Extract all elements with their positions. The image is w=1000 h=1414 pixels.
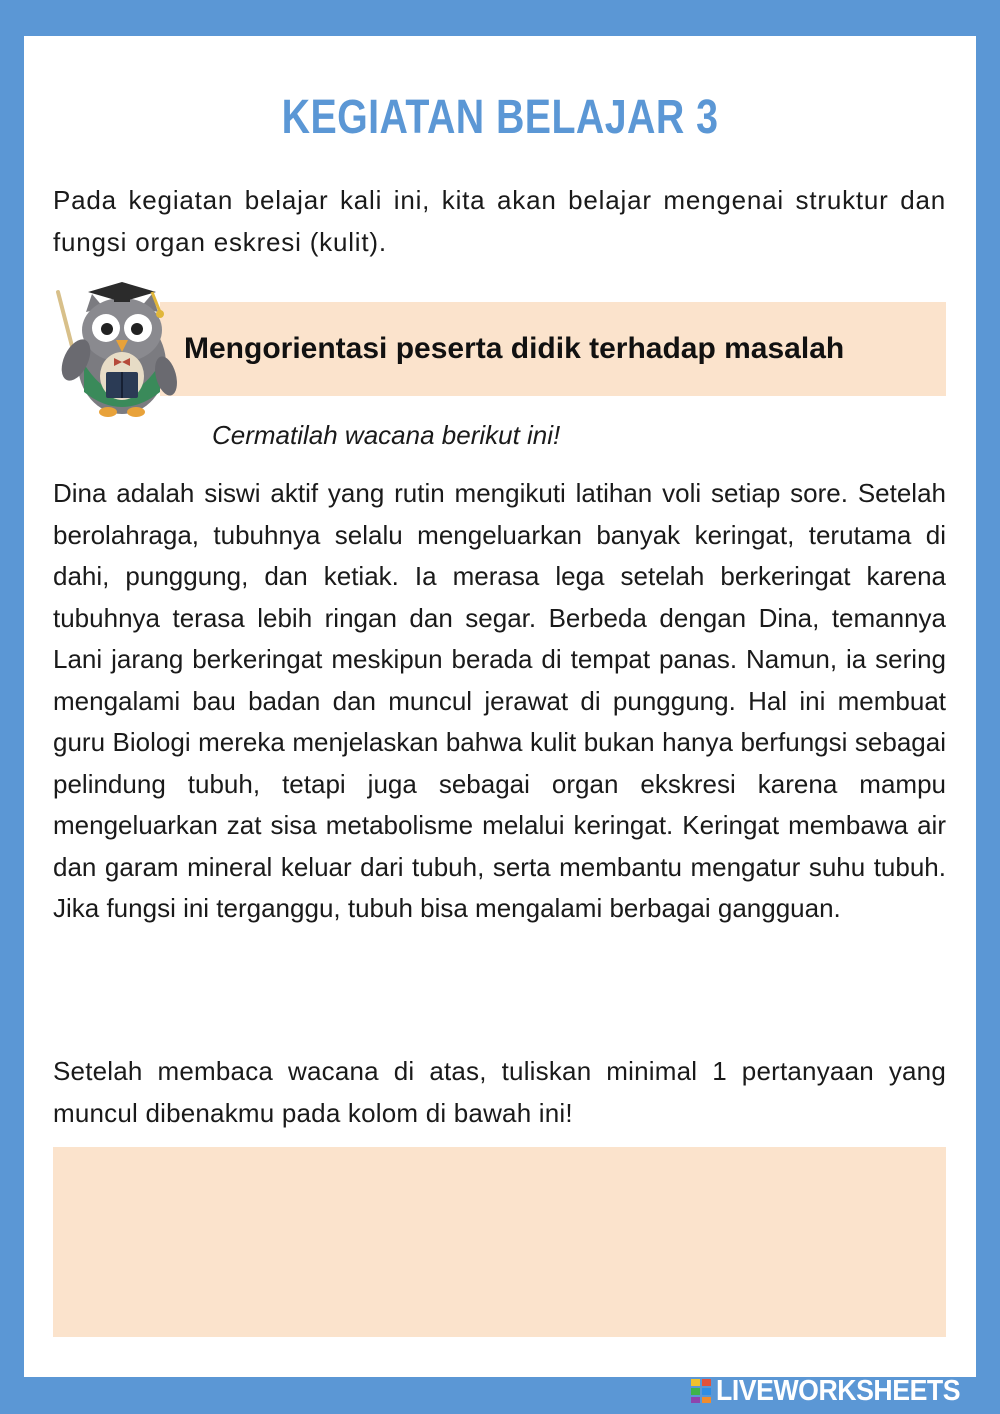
brand-name: LIVEWORKSHEETS — [716, 1374, 961, 1407]
owl-teacher-icon — [52, 272, 182, 420]
liveworksheets-logo-icon — [690, 1378, 712, 1404]
reading-passage: Dina adalah siswi aktif yang rutin mengikuti latihan voli setiap sore. Setelah berolahraga, tubuhnya selalu mengeluarkan banyak keringat, terutama di dahi, punggung, dan ketiak. Ia merasa lega setelah berkeringat karena tubuhnya terasa lebih ringan dan segar. Berbeda dengan Dina, temannya Lani jarang berkeringat meskipun berada di tempat panas. Namun, ia sering mengalami bau badan dan muncul jerawat di punggung. Hal ini membuat guru Biologi mereka menjelaskan bahwa kulit bukan hanya berfungsi sebagai pelindung tubuh, tetapi juga sebagai organ ekskresi karena mampu mengeluarkan zat sisa metabolisme melalui keringat. Keringat membawa air dan garam mineral keluar dari tubuh, serta membantu mengatur suhu tubuh. Jika fungsi ini terganggu, tubuh bisa mengalami berbagai gangguan. — [53, 478, 946, 923]
page-title: KEGIATAN BELAJAR 3 — [281, 91, 719, 144]
question-prompt: Setelah membaca wacana di atas, tuliskan minimal 1 pertanyaan yang muncul dibenakmu pada kolom di bawah ini! — [53, 1056, 946, 1128]
reading-instruction: Cermatilah wacana berikut ini! — [212, 420, 561, 450]
section-heading: Mengorientasi peserta didik terhadap masalah — [184, 332, 845, 365]
footer-brand — [690, 1376, 981, 1406]
intro-text: Pada kegiatan belajar kali ini, kita akan belajar mengenai struktur dan fungsi organ eskresi (kulit). — [53, 185, 946, 257]
answer-field[interactable] — [53, 1147, 946, 1337]
worksheet-page — [24, 36, 976, 1377]
